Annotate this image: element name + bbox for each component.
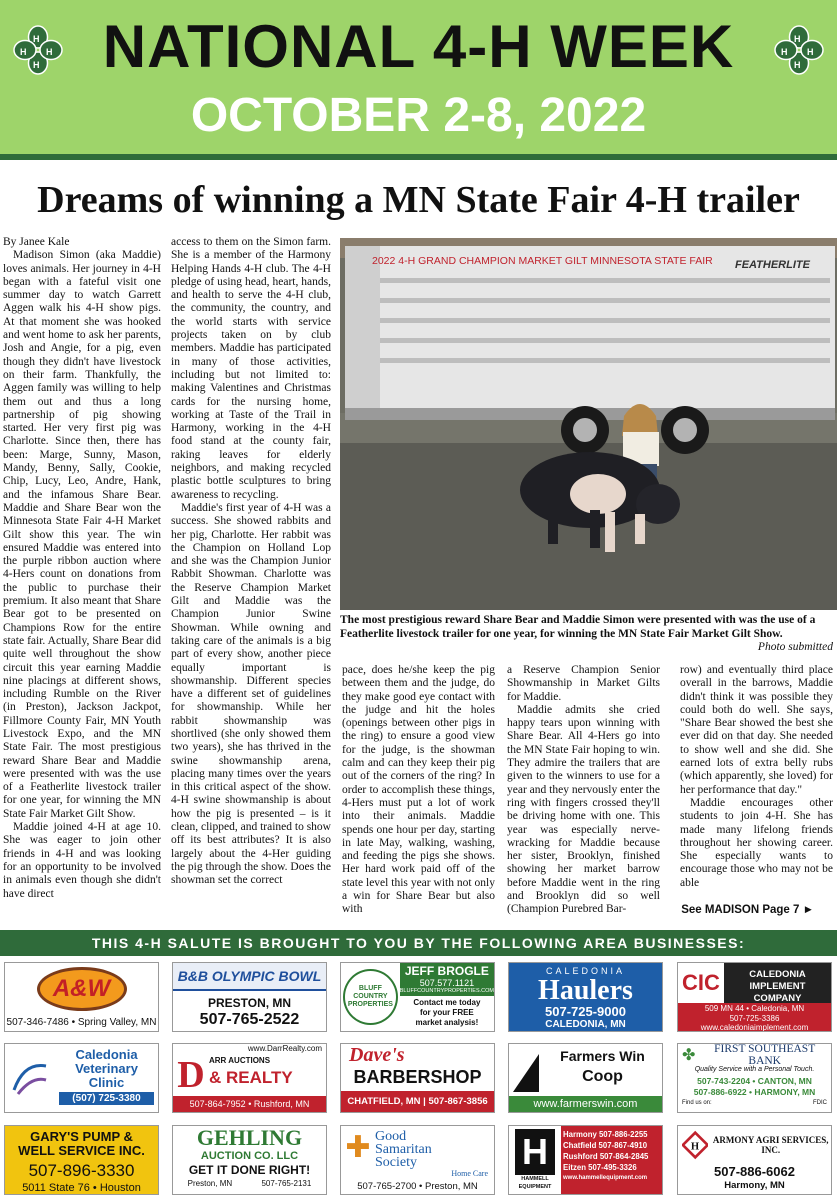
fdic-label: FDIC bbox=[813, 1100, 827, 1106]
ad-name: GEHLING bbox=[196, 1125, 303, 1150]
ad-name: WELL SERVICE INC. bbox=[18, 1143, 145, 1158]
paragraph: Madison Simon (aka Maddie) loves animals. Her journey in 4-H began with a fateful visit one summer day to watch Garrett Aggen walk his 4-H show pigs. At that moment she was hooked and went home to ask her parents, Josh and Angie, for a pig, even though they didn't have livestock on their farm. Thankfully, the Aggen family was willing to help them out and thus a long partnership of pig showing started. Her very first pig was Charlotte. Since then, there has been: Marge, Sunny, Mason, Mandy, Benny, Sally, Cookie, Chip, Lucy, Leo, Andre, Hank, and the infamous Share Bear. Maddie and Share Bear won the Minnesota State Fair 4-H Market Gilt show this year. The win ensured Maddie was entered into the purple ribbon auction where 4-Hers count on donations from the public to purchase their premium. It also meant that Share Bear got to be presented on Champions Row for the entire state fair. Actually, Share Bear did quite well throughout the show circuit this year earning Maddie nine placings at different shows, including Rumble on the River (in Preston), Jackson Jackpot, Fillmore County Fair, MN Youth Livestock Expo, and the MN State Fair. The most prestigious reward Share Bear and Maddie were presented with was the use of a Featherlite livestock trailer for one year, for winning the MN State Fair Market Gilt Show. bbox=[3, 249, 161, 820]
paragraph: Maddie admits she cried happy tears upon winning with Share Bear. All 4-Hers go into the MN State Fair hoping to win. They admire the trailers that are given to the winners to use for a year and they nervously enter the ring with fingers crossed they'll be driving home with one. This year was especially nerve-wracking for Maddie because her sister, Brooklyn, finished showing her market barrow before Maddie went in the ring and Brooklyn did so well (Champion Purebred Bar- bbox=[507, 703, 660, 916]
ad-tag: Quality Service with a Personal Touch. bbox=[694, 1066, 815, 1073]
photo-credit: Photo submitted bbox=[757, 641, 833, 653]
ad-name: Dave's bbox=[349, 1044, 405, 1066]
ad-name: Caledonia bbox=[75, 1047, 138, 1062]
ad-tag: Home Care bbox=[451, 1169, 488, 1178]
ad-caledonia-haulers[interactable] bbox=[508, 962, 663, 1032]
continued-link[interactable]: See MADISON Page 7 ► bbox=[681, 904, 814, 916]
paragraph: a Reserve Champion Senior Showmanship in Market Gilts for Maddie. bbox=[507, 664, 660, 703]
ad-first-southeast-bank[interactable] bbox=[677, 1043, 832, 1113]
ad-line: Contact me today bbox=[413, 998, 481, 1007]
ad-name: FIRST SOUTHEAST BANK bbox=[714, 1043, 816, 1067]
paragraph: Maddie encourages other students to join 4-H. She has made many lifelong friends throughout her showing career. She especially wants to encourage those who may not be able bbox=[680, 796, 833, 889]
ad-line: ARR AUCTIONS bbox=[209, 1056, 271, 1065]
pet-icon bbox=[5, 1044, 55, 1112]
ad-city: Harmony, MN bbox=[724, 1180, 785, 1191]
article-column-4 bbox=[507, 664, 660, 917]
ad-name: BARBERSHOP bbox=[353, 1067, 482, 1087]
brand-text: FEATHERLITE bbox=[735, 259, 810, 271]
ad-city: CALEDONIA, MN bbox=[545, 1019, 626, 1030]
ad-aw[interactable] bbox=[4, 962, 159, 1032]
ad-phone: 507-725-3386 bbox=[729, 1013, 780, 1023]
article-column-1 bbox=[3, 236, 161, 901]
ad-phone: (507) 725-3380 bbox=[59, 1092, 154, 1105]
paragraph: Maddie joined 4-H at age 10. She was eager to join other friends in 4-H and was looking for an opportunity to be involved in animals even though she didn't have direct bbox=[3, 821, 161, 900]
banner bbox=[0, 0, 837, 160]
ad-name: HAMMELL EQUIPMENT bbox=[518, 1176, 552, 1190]
article-column-2 bbox=[171, 236, 331, 888]
ad-harmony-agri[interactable] bbox=[677, 1125, 832, 1195]
svg-text:H: H bbox=[20, 47, 27, 57]
bank-logo-icon: ✤ bbox=[682, 1047, 696, 1064]
ad-gehling-auction[interactable] bbox=[172, 1125, 327, 1195]
ad-web: BLUFFCOUNTRYPROPERTIES.COM bbox=[399, 988, 494, 994]
article-photo bbox=[340, 238, 837, 610]
ad-phone: 507-725-9000 bbox=[545, 1004, 626, 1019]
ad-name: Society bbox=[375, 1155, 417, 1170]
cic-logo: CIC bbox=[682, 970, 720, 995]
ad-caledonia-implement[interactable] bbox=[677, 962, 832, 1032]
svg-text:H: H bbox=[33, 34, 40, 44]
ad-name: Veterinary bbox=[75, 1061, 138, 1076]
svg-text:H: H bbox=[794, 34, 801, 44]
ad-phone: Rushford 507-864-2845 bbox=[563, 1152, 649, 1161]
ad-line: 507-864-7952 • Rushford, MN bbox=[173, 1096, 326, 1112]
ad-name: COMPANY bbox=[753, 993, 802, 1004]
ad-name: GARY'S PUMP & bbox=[30, 1129, 133, 1144]
ad-line: 507-765-2700 • Preston, MN bbox=[357, 1181, 478, 1192]
ad-addr: 509 MN 44 • Caledonia, MN bbox=[704, 1004, 805, 1013]
ad-name: Samaritan bbox=[375, 1142, 432, 1157]
ad-phone: 507-886-6062 bbox=[714, 1164, 795, 1179]
ad-phone: 507-743-2204 • CANTON, MN bbox=[697, 1076, 812, 1086]
ad-line: market analysis! bbox=[415, 1018, 479, 1027]
paragraph: pace, does he/she keep the pig between them and the judge, do they make good eye contact with the judge and hit the holes (openings between other pigs in the ring) to ensure a good view for the judge, is the showman calm and can they keep their pig out of the corners of the ring? In order to accomplish these things, 4-Hers must put a lot of work into their animals. Maddie spends one hour per day, starting in late May, walking, washing, and feeding the pigs she shows. Her hard work paid off of the state level this year with not only a win for Share Bear but also with bbox=[342, 664, 495, 916]
paragraph: access to them on the Simon farm. She is a member of the Harmony Helping Hands 4-H club. The 4-H pledge of using head, heart, hands, and health to serve the 4-H club, the community, the country, and the world starts with service projects taken on by club members. Maddie has participated in many of those activities, including but not limited to: making Valentines and Christmas cards for the nursing home, working at Taste of the Trail in Harmony, working in the 4-H food stand at the county fair, raking leaves for elderly neighbors, and making recycled plastic bottle sculptures to bring awareness to recycling. bbox=[171, 236, 331, 501]
svg-text:H: H bbox=[690, 1141, 700, 1153]
ad-phone: Chatfield 507-867-4910 bbox=[563, 1141, 648, 1150]
ad-phone: 507.577.1121 bbox=[419, 978, 475, 988]
find-us-label: Find us on: bbox=[682, 1100, 712, 1106]
ad-tag: GET IT DONE RIGHT! bbox=[188, 1163, 311, 1177]
triangle-logo-icon bbox=[509, 1044, 543, 1096]
ad-line: CHATFIELD, MN | 507-867-3856 bbox=[341, 1091, 494, 1113]
ad-name: JEFF BROGLE bbox=[404, 964, 489, 978]
article-column-5 bbox=[680, 664, 833, 890]
ad-web: www.farmerswin.com bbox=[509, 1096, 662, 1113]
ad-good-samaritan[interactable] bbox=[340, 1125, 495, 1195]
ad-name: AUCTION CO. LLC bbox=[200, 1150, 299, 1162]
cross-icon: ✚ bbox=[345, 1131, 371, 1164]
trailer-text: 2022 4-H GRAND CHAMPION MARKET GILT MINNESOTA STATE FAIR bbox=[372, 255, 713, 267]
trailer-pig-photo bbox=[340, 238, 837, 610]
ad-top: CALEDONIA bbox=[545, 966, 625, 976]
ad-garys-pump[interactable] bbox=[4, 1125, 159, 1195]
hammell-logo: H bbox=[515, 1129, 555, 1175]
aw-logo: A&W bbox=[52, 975, 111, 1002]
article-column-3 bbox=[342, 664, 495, 917]
ad-name: ARMONY AGRI SERVICES, INC. bbox=[712, 1135, 829, 1155]
ad-addr: 5011 State 76 • Houston bbox=[22, 1182, 141, 1194]
bluff-logo: BLUFF COUNTRY PROPERTIES bbox=[343, 969, 398, 1025]
ad-bluff-country[interactable] bbox=[340, 962, 495, 1032]
ad-phone: 507-765-2522 bbox=[199, 1011, 300, 1028]
ad-name: CALEDONIA IMPLEMENT bbox=[749, 969, 806, 992]
paragraph: row) and eventually third place overall in the barrows, Maddie didn't think it was possible they could both do well. She says, "Share Bear showed the best she ever did on that day. She needed to show well and she did. She earned lots of extra belly rubs (which apparently, she loved) for her performance that day." bbox=[680, 664, 833, 796]
darr-logo-icon: D bbox=[177, 1054, 205, 1096]
ad-phone: 507-886-6922 • HARMONY, MN bbox=[693, 1087, 816, 1097]
ad-name: Good bbox=[375, 1129, 407, 1144]
ad-name: B&B OLYMPIC BOWL bbox=[173, 963, 326, 991]
paragraph: Maddie's first year of 4-H was a success. She showed rabbits and her pig, Charlotte. Her rabbit was the Champion on Holland Lop and she was the Champion Junior Rabbit Showman. Charlotte was the Reserve Champion Market Gilt and Maddie was the Champion Junior Swine Showman. While owning and taking care of the animals is a big part of every show, another piece equally important is showmanship. Different species have a different set of guidelines for showmanship. While her rabbit showmanship was shortlived (she only showed them two years), she has thrived in the swine showmanship arena, placing many times over the years in this critical aspect of the show. 4-H swine showmanship is about how the pig is presented – is it clean, clipped, and trained to show off its best attributes? It is also largely about the 4-Her guiding the pig through the show. Does the showman set the correct bbox=[171, 501, 331, 887]
ad-bb-bowl[interactable] bbox=[172, 962, 327, 1032]
svg-text:H: H bbox=[46, 47, 53, 57]
ad-farmers-win[interactable] bbox=[508, 1043, 663, 1113]
banner-title: NATIONAL 4-H WEEK bbox=[102, 13, 735, 80]
ad-name: Haulers bbox=[538, 975, 633, 1006]
ad-phone: Harmony 507-886-2255 bbox=[563, 1130, 648, 1139]
ad-web: www.hammellequipment.com bbox=[563, 1175, 648, 1181]
ad-city: Preston, MN bbox=[187, 1179, 233, 1188]
article-headline: Dreams of winning a MN State Fair 4-H trailer bbox=[37, 179, 800, 221]
ad-line: 507-346-7486 • Spring Valley, MN bbox=[6, 1017, 157, 1028]
ad-name: Farmers Win bbox=[560, 1048, 645, 1064]
ad-darr-realty[interactable] bbox=[172, 1043, 327, 1113]
ad-phone: 507-765-2131 bbox=[261, 1179, 312, 1188]
ad-web: www.DarrRealty.com bbox=[247, 1044, 322, 1053]
svg-text:H: H bbox=[33, 60, 40, 70]
ad-web: www.caledoniaimplement.com bbox=[700, 1023, 809, 1032]
ad-caledonia-vet[interactable] bbox=[4, 1043, 159, 1113]
ad-line: & REALTY bbox=[209, 1068, 293, 1087]
ad-hammell-equipment[interactable] bbox=[508, 1125, 663, 1195]
svg-text:H: H bbox=[807, 47, 814, 57]
ad-phone: Eitzen 507-495-3326 bbox=[563, 1163, 637, 1172]
diamond-logo-icon bbox=[682, 1130, 708, 1160]
ad-city: PRESTON, MN bbox=[207, 996, 292, 1010]
4h-clover-icon bbox=[773, 24, 825, 76]
salute-banner: THIS 4-H SALUTE IS BROUGHT TO YOU BY THE FOLLOWING AREA BUSINESSES: bbox=[0, 930, 837, 956]
banner-subtitle: OCTOBER 2-8, 2022 bbox=[190, 89, 647, 142]
ad-line: for your FREE bbox=[419, 1008, 474, 1017]
svg-text:H: H bbox=[781, 47, 788, 57]
svg-text:H: H bbox=[794, 60, 801, 70]
ad-name: Coop bbox=[582, 1068, 623, 1085]
ad-phone: 507-896-3330 bbox=[28, 1161, 135, 1180]
photo-caption: The most prestigious reward Share Bear and Maddie Simon were presented with was the use of a Featherlite livestock trailer for one year, for winning the MN State Fair Market Gilt Show. bbox=[340, 614, 816, 640]
ad-name: Clinic bbox=[88, 1075, 125, 1090]
ad-daves-barbershop[interactable] bbox=[340, 1043, 495, 1113]
byline: By Janee Kale bbox=[3, 236, 70, 248]
